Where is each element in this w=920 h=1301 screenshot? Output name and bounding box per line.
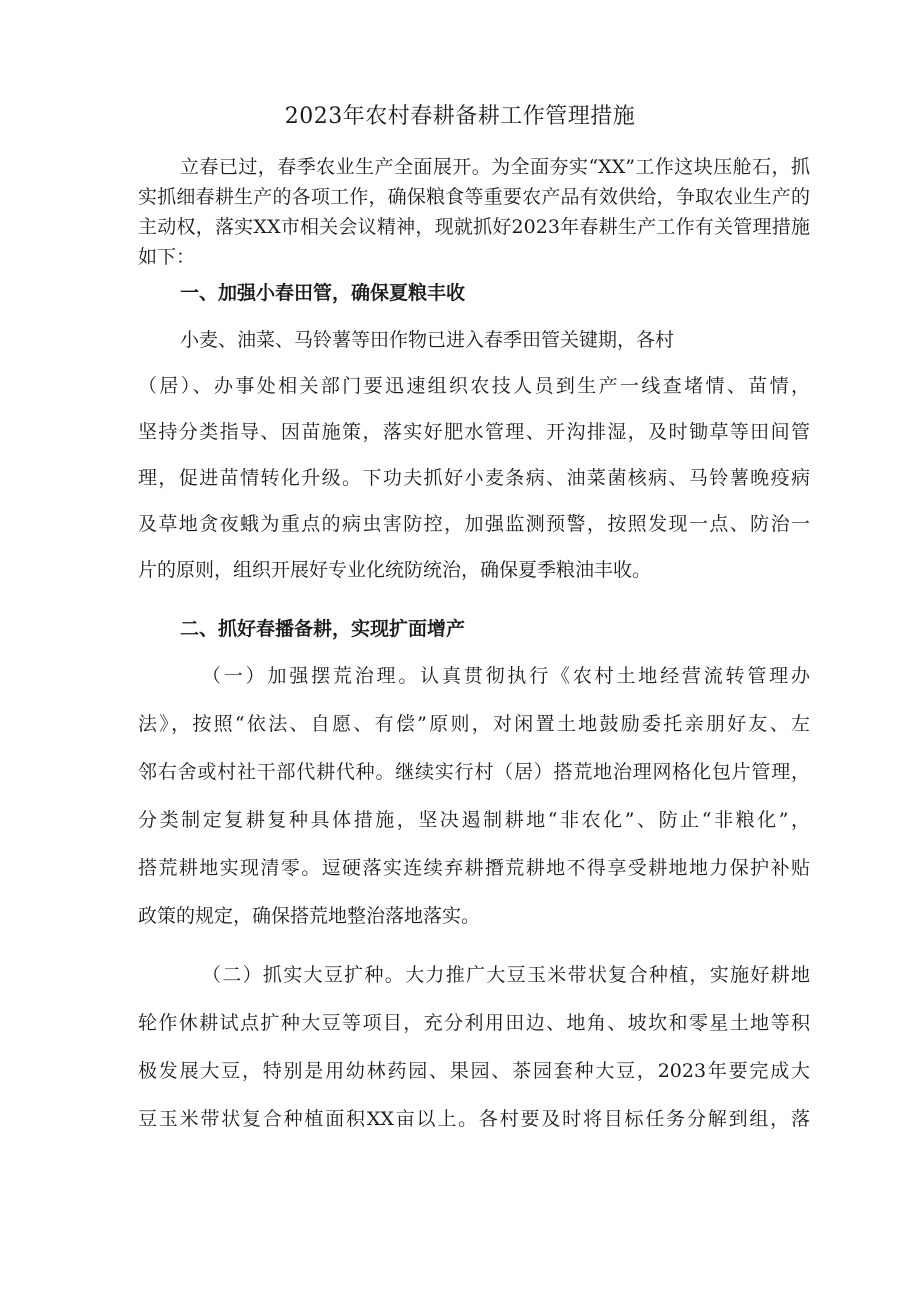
paragraph-line: （二）抓实大豆扩种。大力推广大豆玉米带状复合种植，实施好耕地 [202,964,810,986]
section-1-heading: 一、加强小春田管，确保夏粮丰收 [180,282,466,304]
paragraph-line: （一）加强摆荒治理。认真贯彻执行《农村土地经营流转管理办 [202,665,810,687]
intro-paragraph: 立春已过，春季农业生产全面展开。为全面夯实“XX”工作这块压舱石，抓实抓细春耕生产的各项工作，确保粮食等重要农产品有效供给，争取农业生产的主动权，落实XX市相关会议精神，现就抓好2023年春耕生产工作有关管理措施如下： [138,156,810,268]
paragraph-line: （居）、办事处相关部门要迅速组织农技人员到生产一线查堵情、苗情， [138,375,810,397]
paragraph-line: 邻右舍或村社干部代耕代种。继续实行村（居）搭荒地治理网格化包片管理， [138,761,810,783]
paragraph-line: 搭荒耕地实现清零。逗硬落实连续弃耕撍荒耕地不得享受耕地地力保护补贴 [138,857,810,879]
paragraph-line: 极发展大豆，特别是用幼林药园、果园、茶园套种大豆，2023年要完成大 [138,1060,810,1082]
paragraph-line: 豆玉米带状复合种植面积XX亩以上。各村要及时将目标任务分解到组，落 [138,1108,810,1130]
paragraph-line: 政策的规定，确保搭荒地整治落地落实。 [138,905,481,927]
section-2-heading: 二、抓好春播备耕，实现扩面增产 [180,618,466,640]
paragraph-line: 轮作休耕试点扩种大豆等项目，充分利用田边、地角、坡坎和零星土地等积 [138,1012,810,1034]
paragraph-line: 法》，按照“依法、自愿、有偿”原则，对闲置土地鼓励委托亲朋好友、左 [138,713,810,735]
paragraph-line: 理，促进苗情转化升级。下功夫抓好小麦条病、油菜菌核病、马铃薯晚疫病 [138,467,810,489]
paragraph-line: 片的原则，组织开展好专业化统防统治，确保夏季粮油丰收。 [138,559,652,581]
paragraph-line: 坚持分类指导、因苗施策，落实好肥水管理、开沟排湿，及时锄草等田间管 [138,421,810,443]
paragraph-line: 分类制定复耕复种具体措施，坚决遏制耕地“非农化”、防止“非粮化”， [138,809,810,831]
paragraph-line: 及草地贪夜蛾为重点的病虫害防控，加强监测预警，按照发现一点、防治一 [138,513,810,535]
paragraph-line: 小麦、油菜、马铃薯等田作物已进入春季田管关键期，各村 [180,329,675,351]
document-title: 2023年农村春耕备耕工作管理措施 [284,104,636,129]
